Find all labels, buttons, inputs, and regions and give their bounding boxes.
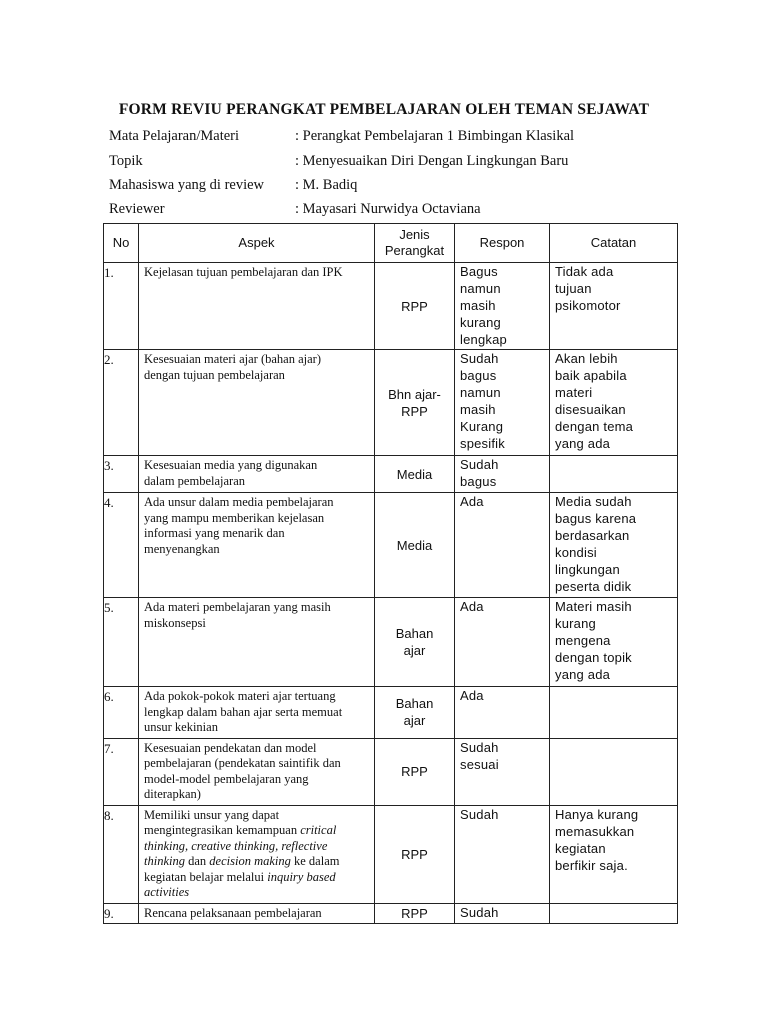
cell-respon: Sudah	[455, 903, 550, 924]
cell-jenis: Media	[375, 456, 455, 493]
table-row	[104, 805, 678, 903]
cell-catatan: Hanya kurang memasukkan kegiatan berfikir saja.	[550, 805, 678, 903]
cell-respon: Sudah	[455, 805, 550, 903]
cell-aspek	[139, 805, 375, 903]
cell-respon: Ada	[455, 687, 550, 739]
aspek-italic-text: decision making	[209, 854, 291, 868]
aspek-text: Memiliki unsur yang dapat mengintegrasikan kemampuan	[144, 807, 298, 837]
table-row	[104, 738, 678, 805]
header-no: No	[104, 224, 139, 263]
cell-catatan	[550, 738, 678, 805]
aspek-text: dan	[184, 854, 210, 868]
cell-no: 4.	[104, 493, 139, 598]
cell-respon: Ada	[455, 493, 550, 598]
table-row	[104, 263, 678, 350]
meta-value: : Menyesuaikan Diri Dengan Lingkungan Baru	[295, 153, 569, 169]
cell-catatan: Tidak ada tujuan psikomotor	[550, 263, 678, 350]
cell-respon: Ada	[455, 598, 550, 687]
header-jenis: Jenis Perangkat	[375, 224, 455, 263]
meta-value: : Perangkat Pembelajaran 1 Bimbingan Klasikal	[295, 128, 575, 144]
form-title: FORM REVIU PERANGKAT PEMBELAJARAN OLEH TEMAN SEJAWAT	[118, 101, 650, 118]
cell-aspek: Ada pokok-pokok materi ajar tertuang lengkap dalam bahan ajar serta memuat unsur kekinian	[139, 687, 375, 739]
aspek-italic-text: critical thinking, creative thinking, reflective thinking	[144, 823, 337, 868]
meta-value: : M. Badiq	[295, 177, 358, 193]
cell-aspek: Kesesuaian materi ajar (bahan ajar) dengan tujuan pembelajaran	[139, 350, 375, 456]
cell-no: 7.	[104, 738, 139, 805]
cell-jenis: RPP	[375, 805, 455, 903]
cell-jenis: RPP	[375, 903, 455, 924]
cell-no: 6.	[104, 687, 139, 739]
table-row	[104, 903, 678, 924]
cell-aspek: Kesesuaian media yang digunakan dalam pembelajaran	[139, 456, 375, 493]
meta-value: : Mayasari Nurwidya Octaviana	[295, 201, 481, 217]
cell-aspek: Rencana pelaksanaan pembelajaran	[139, 903, 375, 924]
cell-catatan	[550, 903, 678, 924]
cell-jenis: Bhn ajar- RPP	[375, 350, 455, 456]
cell-aspek: Ada materi pembelajaran yang masih miskonsepsi	[139, 598, 375, 687]
cell-catatan: Media sudah bagus karena berdasarkan kondisi lingkungan peserta didik	[550, 493, 678, 598]
cell-respon: Bagus namun masih kurang lengkap	[455, 263, 550, 350]
meta-label: Mata Pelajaran/Materi	[109, 128, 240, 144]
cell-respon: Sudah bagus	[455, 456, 550, 493]
header-respon: Respon	[455, 224, 550, 263]
cell-respon: Sudah sesuai	[455, 738, 550, 805]
aspek-text: ke dalam kegiatan belajar melalui	[144, 854, 340, 884]
cell-aspek: Kesesuaian pendekatan dan model pembelajaran (pendekatan saintifik dan model-model pembelajaran yang diterapkan)	[139, 738, 375, 805]
cell-no: 3.	[104, 456, 139, 493]
aspek-italic-text: inquiry based activities	[144, 869, 336, 899]
review-table	[103, 223, 678, 924]
meta-label: Reviewer	[109, 201, 165, 217]
cell-catatan: Materi masih kurang mengena dengan topik yang ada	[550, 598, 678, 687]
table-row	[104, 456, 678, 493]
cell-no: 1.	[104, 263, 139, 350]
table-header-row	[104, 224, 678, 263]
cell-catatan	[550, 456, 678, 493]
cell-catatan	[550, 687, 678, 739]
meta-label: Topik	[109, 153, 143, 169]
cell-catatan: Akan lebih baik apabila materi disesuaikan dengan tema yang ada	[550, 350, 678, 456]
cell-jenis: Media	[375, 493, 455, 598]
cell-jenis: RPP	[375, 263, 455, 350]
cell-respon: Sudah bagus namun masih Kurang spesifik	[455, 350, 550, 456]
header-aspek: Aspek	[139, 224, 375, 263]
cell-jenis: Bahan ajar	[375, 598, 455, 687]
meta-label: Mahasiswa yang di review	[109, 177, 265, 193]
cell-no: 8.	[104, 805, 139, 903]
cell-aspek: Ada unsur dalam media pembelajaran yang mampu memberikan kejelasan informasi yang menarik dan menyenangkan	[139, 493, 375, 598]
table-row	[104, 350, 678, 456]
cell-no: 5.	[104, 598, 139, 687]
table-row	[104, 493, 678, 598]
header-catatan: Catatan	[550, 224, 678, 263]
cell-no: 2.	[104, 350, 139, 456]
cell-aspek: Kejelasan tujuan pembelajaran dan IPK	[139, 263, 375, 350]
table-row	[104, 687, 678, 739]
cell-no: 9.	[104, 903, 139, 924]
cell-jenis: RPP	[375, 738, 455, 805]
table-row	[104, 598, 678, 687]
cell-jenis: Bahan ajar	[375, 687, 455, 739]
